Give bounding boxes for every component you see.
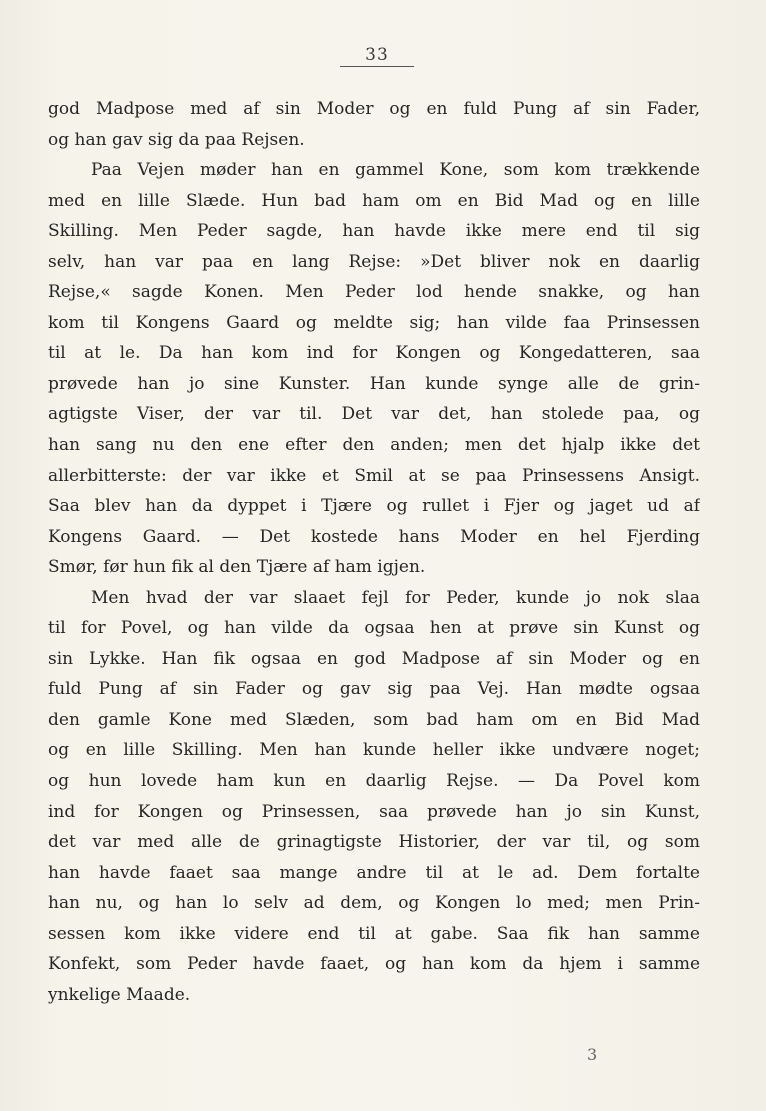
- text-line: allerbitterste: der var ikke et Smil at se paa Prinsessens Ansigt.: [48, 465, 700, 486]
- text-line: agtigste Viser, der var til. Det var det, han stolede paa, og: [48, 404, 700, 425]
- text-line: han nu, og han lo selv ad dem, og Kongen lo med; men Prin-: [48, 893, 700, 914]
- text-line: ind for Kongen og Prinsessen, saa prøvede han jo sin Kunst,: [48, 801, 700, 822]
- text-line: god Madpose med af sin Moder og en fuld Pung af sin Fader,: [48, 99, 700, 119]
- text-line: ynkelige Maade.: [48, 984, 191, 1005]
- text-line: sessen kom ikke videre end til at gabe. Saa fik han samme: [48, 923, 700, 944]
- text-line: og en lille Skilling. Men han kunde heller ikke undvære noget;: [48, 740, 700, 761]
- text-line: Konfekt, som Peder havde faaet, og han kom da hjem i samme: [48, 954, 700, 975]
- signature-mark: 3: [587, 1045, 598, 1064]
- text-line: den gamle Kone med Slæden, som bad ham om en Bid Mad: [48, 709, 700, 730]
- text-line: han havde faaet saa mange andre til at le ad. Dem fortalte: [48, 862, 700, 883]
- text-line: Saa blev han da dyppet i Tjære og rullet i Fjer og jaget ud af: [48, 496, 700, 517]
- page-number: 33: [340, 44, 414, 67]
- text-line: og hun lovede ham kun en daarlig Rejse. — Da Povel kom: [48, 771, 700, 792]
- text-line: sin Lykke. Han fik ogsaa en god Madpose af sin Moder og en: [48, 648, 700, 669]
- text-line: det var med alle de grinagtigste Historier, der var til, og som: [48, 832, 700, 853]
- text-line: selv, han var paa en lang Rejse: »Det bliver nok en daarlig: [48, 251, 700, 272]
- text-line: Kongens Gaard. — Det kostede hans Moder en hel Fjerding: [48, 526, 700, 547]
- text-line: Men hvad der var slaaet fejl for Peder, kunde jo nok slaa: [91, 587, 700, 608]
- text-line: og han gav sig da paa Rejsen.: [48, 129, 305, 150]
- text-line: med en lille Slæde. Hun bad ham om en Bid Mad og en lille: [48, 190, 700, 211]
- text-line: til for Povel, og han vilde da ogsaa hen at prøve sin Kunst og: [48, 618, 700, 639]
- text-line: prøvede han jo sine Kunster. Han kunde synge alle de grin-: [48, 373, 700, 394]
- text-line: Paa Vejen møder han en gammel Kone, som kom trækkende: [91, 160, 700, 181]
- text-line: til at le. Da han kom ind for Kongen og Kongedatteren, saa: [48, 343, 700, 364]
- text-line: Skilling. Men Peder sagde, han havde ikke mere end til sig: [48, 221, 700, 242]
- text-line: han sang nu den ene efter den anden; men det hjalp ikke det: [48, 435, 700, 456]
- text-line: fuld Pung af sin Fader og gav sig paa Vej. Han mødte ogsaa: [48, 679, 700, 700]
- text-line: Rejse,« sagde Konen. Men Peder lod hende snakke, og han: [48, 282, 700, 303]
- text-line: Smør, før hun fik al den Tjære af ham igjen.: [48, 557, 426, 578]
- body-text: [48, 94, 700, 1010]
- text-line: kom til Kongens Gaard og meldte sig; han vilde faa Prinsessen: [48, 312, 700, 333]
